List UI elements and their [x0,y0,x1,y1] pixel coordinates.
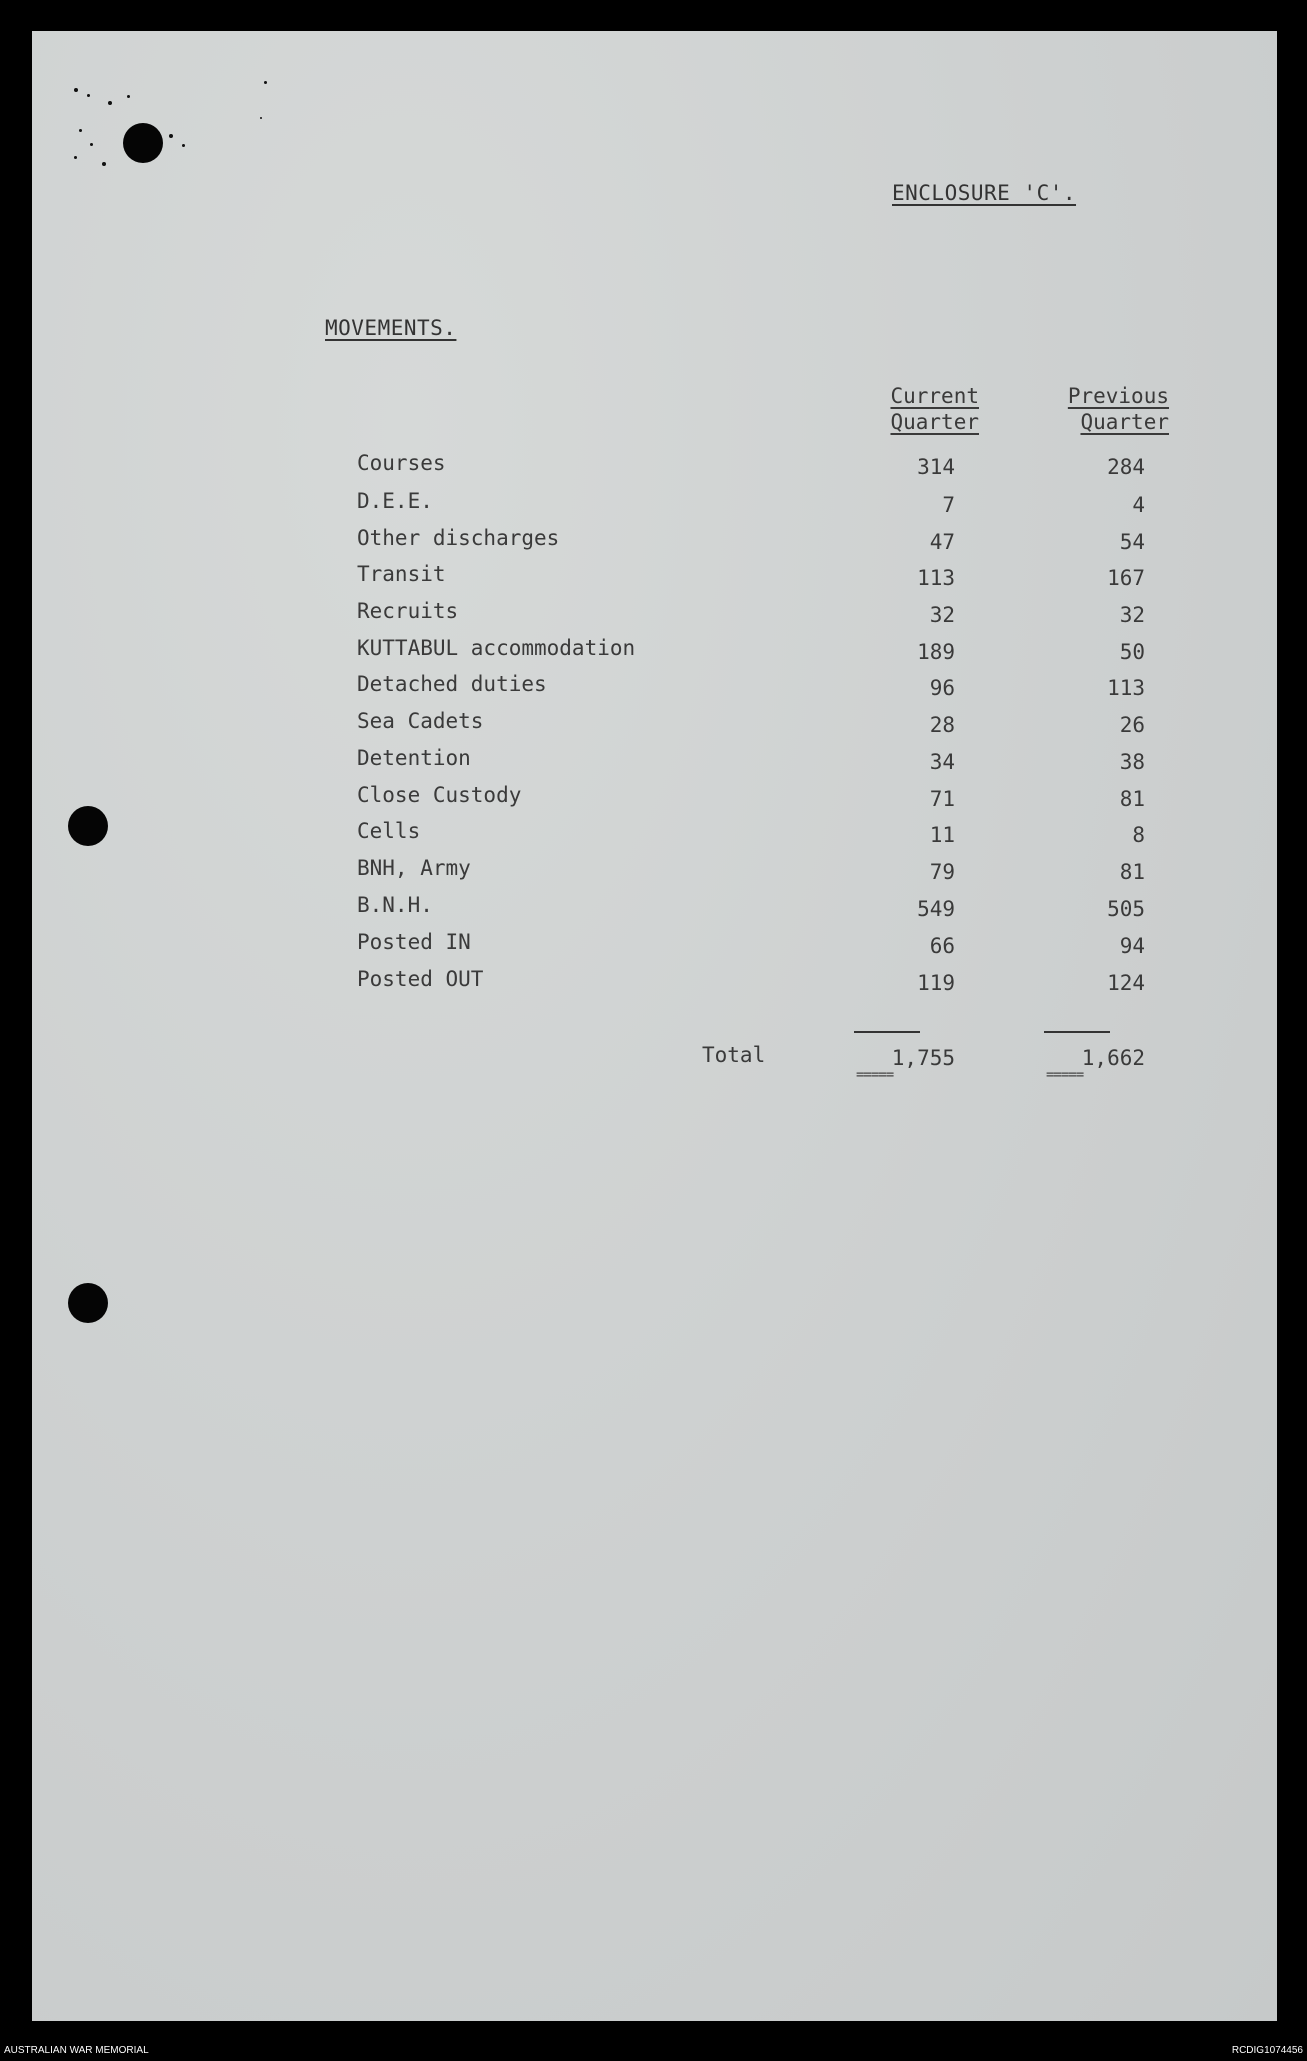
table-row [357,967,1157,1005]
row-previous-value: 4 [1132,493,1145,517]
current-total-double-rule: ===== [856,1067,894,1083]
previous-quarter-header: Previous Quarter [1067,384,1169,434]
row-previous-value: 8 [1132,823,1145,847]
row-label: Other discharges [357,526,560,550]
current-subtotal-rule [854,1031,920,1033]
row-previous-value: 81 [1119,860,1145,884]
row-previous-value: 113 [1107,676,1145,700]
previous-subtotal-rule [1044,1031,1110,1033]
row-current-value: 314 [917,455,955,479]
speck [169,134,173,138]
table-row [357,746,1157,784]
table-row [357,819,1157,857]
row-current-value: 28 [929,713,955,737]
row-label: Posted OUT [357,967,484,991]
row-label: Detached duties [357,672,547,696]
speck [260,117,262,119]
row-label: Recruits [357,599,459,623]
row-previous-value: 167 [1107,566,1145,590]
row-current-value: 96 [929,676,955,700]
row-previous-value: 94 [1119,934,1145,958]
document-page [32,31,1277,2021]
row-previous-value: 38 [1119,750,1145,774]
row-current-value: 66 [929,934,955,958]
row-previous-value: 32 [1119,603,1145,627]
row-label: KUTTABUL accommodation [357,636,636,660]
total-label: Total [702,1043,766,1067]
speck [90,143,93,146]
footer-left: AUSTRALIAN WAR MEMORIAL [4,2045,149,2056]
table-row [357,636,1157,674]
punch-hole-bottom [68,1283,108,1323]
row-current-value: 79 [929,860,955,884]
table-row [357,526,1157,564]
speck [74,156,77,159]
table-row [357,930,1157,968]
row-current-value: 7 [942,493,955,517]
current-quarter-header: Current Quarter [890,384,979,434]
table-row [357,451,1157,489]
row-previous-value: 124 [1107,971,1145,995]
row-current-value: 47 [929,530,955,554]
table-row [357,893,1157,931]
total-current: 1,755 [891,1046,955,1070]
row-label: Cells [357,819,421,843]
row-previous-value: 54 [1119,530,1145,554]
speck [127,95,130,98]
punch-hole-middle [68,806,108,846]
punch-hole-top [123,123,163,163]
table-row [357,856,1157,894]
footer-right: RCDIG1074456 [1231,2045,1303,2056]
speck [108,101,112,105]
row-current-value: 119 [917,971,955,995]
row-current-value: 71 [929,787,955,811]
speck [264,81,267,84]
row-current-value: 34 [929,750,955,774]
speck [79,129,82,132]
row-current-value: 189 [917,640,955,664]
previous-total-double-rule: ===== [1046,1067,1084,1083]
row-current-value: 549 [917,897,955,921]
speck [102,162,106,166]
table-row [357,489,1157,527]
row-label: Close Custody [357,783,522,807]
row-label: Transit [357,562,446,586]
row-previous-value: 26 [1119,713,1145,737]
row-label: Sea Cadets [357,709,484,733]
row-label: Detention [357,746,471,770]
table-row [357,709,1157,747]
speck [74,88,78,92]
speck [182,144,185,147]
enclosure-heading: ENCLOSURE 'C'. [892,181,1077,205]
row-label: BNH, Army [357,856,471,880]
row-previous-value: 50 [1119,640,1145,664]
speck [87,94,90,97]
row-current-value: 113 [917,566,955,590]
row-previous-value: 81 [1119,787,1145,811]
movements-title: MOVEMENTS. [325,316,457,340]
table-row [357,599,1157,637]
row-label: D.E.E. [357,489,433,513]
row-label: Posted IN [357,930,471,954]
table-row [357,783,1157,821]
table-row [357,672,1157,710]
row-label: B.N.H. [357,893,433,917]
row-previous-value: 284 [1107,455,1145,479]
table-row [357,562,1157,600]
row-label: Courses [357,451,446,475]
row-current-value: 11 [929,823,955,847]
total-previous: 1,662 [1081,1046,1145,1070]
row-current-value: 32 [929,603,955,627]
row-previous-value: 505 [1107,897,1145,921]
